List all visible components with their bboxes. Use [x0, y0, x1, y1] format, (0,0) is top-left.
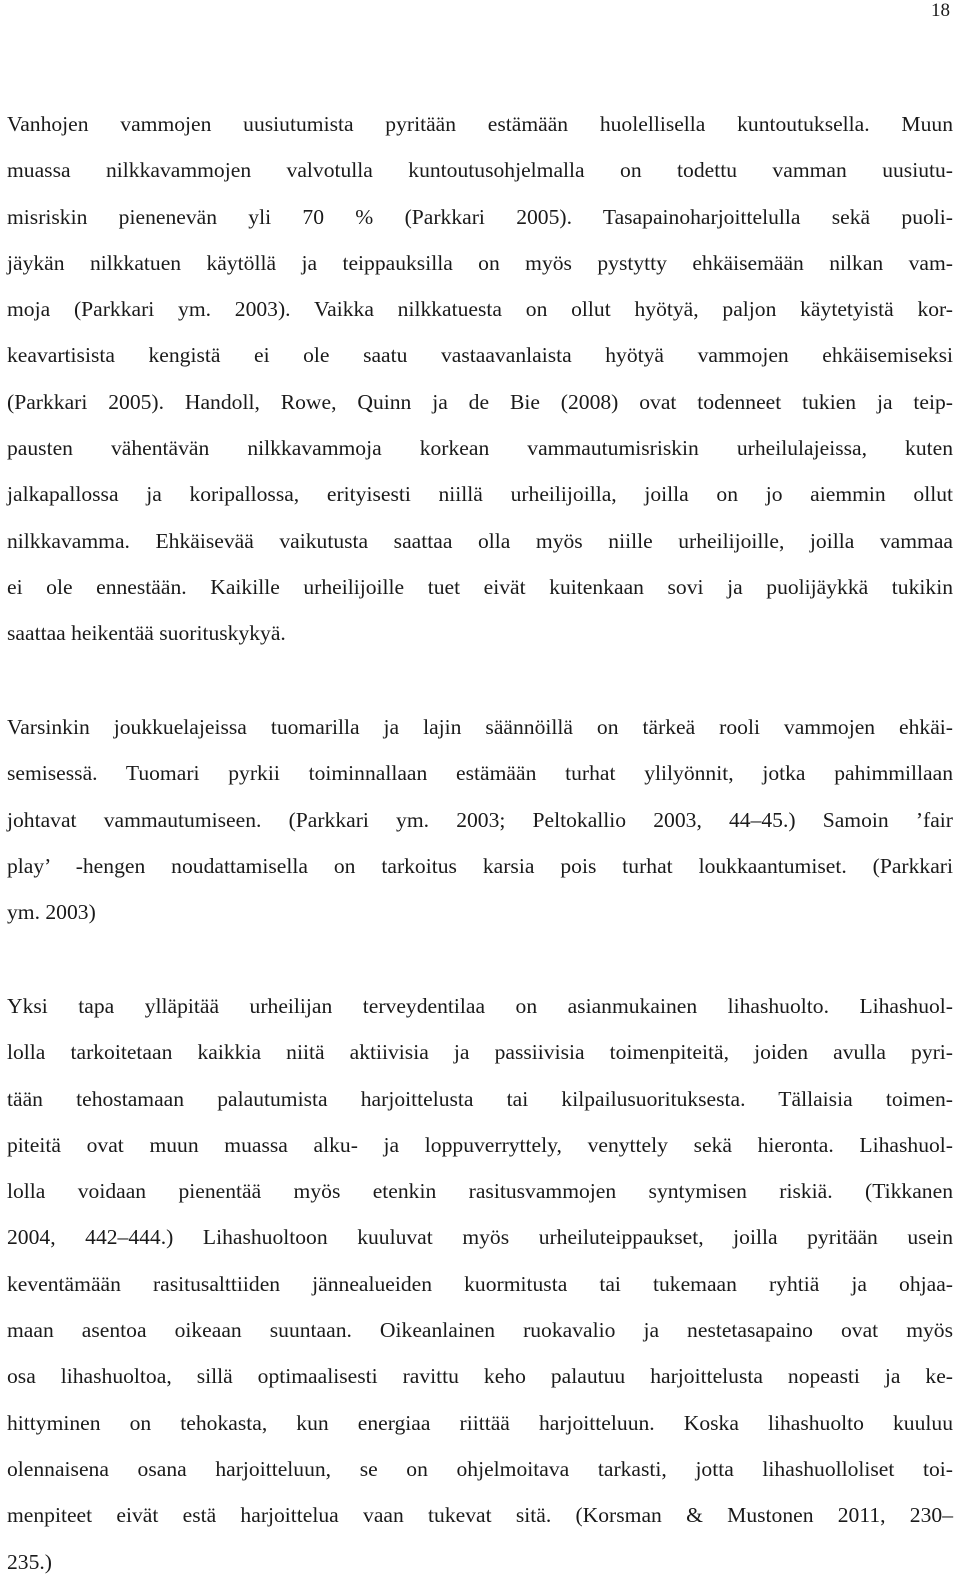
text-line: jalkapallossa ja koripallossa, erityisesti niillä urheilijoilla, joilla on jo aiemmin ollut: [7, 482, 953, 507]
text-line: keavartisista kengistä ei ole saatu vastaavanlaista hyötyä vammojen ehkäisemiseksi: [7, 343, 953, 368]
paragraph-referee-rules: [7, 704, 953, 935]
text-line: osa lihashuoltoa, sillä optimaalisesti ravittu keho palautuu harjoittelusta nopeasti ja ke-: [7, 1364, 953, 1389]
text-line: olennaisena osana harjoitteluun, se on ohjelmoitava tarkasti, jotta lihashuolloliset toi-: [7, 1456, 953, 1481]
paragraph-ankle-injury-prevention: [7, 101, 953, 657]
text-line: muassa nilkkavammojen valvotulla kuntoutusohjelmalla on todettu vamman uusiutu-: [7, 158, 953, 183]
text-line: play’ -hengen noudattamisella on tarkoitus karsia pois turhat loukkaantumiset. (Parkkari: [7, 853, 953, 878]
text-line: piteitä ovat muun muassa alku- ja loppuverryttely, venyttely sekä hieronta. Lihashuol-: [7, 1132, 953, 1157]
text-line: keventämään rasitusalttiiden jännealueiden kuormitusta tai tukemaan ryhtiä ja ohjaa-: [7, 1271, 953, 1296]
text-line: nilkkavamma. Ehkäisevää vaikutusta saattaa olla myös niille urheilijoille, joilla vammaa: [7, 528, 953, 553]
text-line: 2004, 442–444.) Lihashuoltoon kuuluvat myös urheiluteippaukset, joilla pyritään usein: [7, 1225, 953, 1250]
paragraph-muscle-care: [7, 983, 953, 1585]
text-line: 235.): [7, 1549, 52, 1574]
text-line: menpiteet eivät estä harjoittelua vaan tukevat sitä. (Korsman & Mustonen 2011, 230–: [7, 1503, 953, 1528]
text-line: misriskin pienenevän yli 70 % (Parkkari 2005). Tasapainoharjoittelulla sekä puoli-: [7, 204, 953, 229]
text-line: ei ole ennestään. Kaikille urheilijoille tuet eivät kuitenkaan sovi ja puolijäykkä tukikin: [7, 574, 953, 599]
text-line: Vanhojen vammojen uusiutumista pyritään estämään huolellisella kuntoutuksella. Muun: [7, 112, 953, 136]
text-line: johtavat vammautumiseen. (Parkkari ym. 2003; Peltokallio 2003, 44–45.) Samoin ’fair: [7, 807, 953, 832]
text-line: (Parkkari 2005). Handoll, Rowe, Quinn ja de Bie (2008) ovat todenneet tukien ja teip-: [7, 389, 953, 414]
text-line: semisessä. Tuomari pyrkii toiminnallaan estämään turhat ylilyönnit, jotka pahimmillaan: [7, 761, 953, 786]
text-line: jäykän nilkkatuen käytöllä ja teippauksilla on myös pystytty ehkäisemään nilkan vam-: [7, 250, 953, 275]
text-line: lolla voidaan pienentää myös etenkin rasitusvammojen syntymisen riskiä. (Tikkanen: [7, 1179, 953, 1204]
text-line: lolla tarkoitetaan kaikkia niitä aktiivisia ja passiivisia toimenpiteitä, joiden avulla pyri-: [7, 1040, 953, 1065]
text-line: Yksi tapa ylläpitää urheilijan terveydentilaa on asianmukainen lihashuolto. Lihashuol-: [7, 994, 953, 1018]
text-line: Varsinkin joukkuelajeissa tuomarilla ja lajin säännöillä on tärkeä rooli vammojen ehkäi-: [7, 715, 953, 739]
text-line: maan asentoa oikeaan suuntaan. Oikeanlainen ruokavalio ja nestetasapaino ovat myös: [7, 1318, 953, 1343]
text-line: tään tehostamaan palautumista harjoittelusta tai kilpailusuorituksesta. Tällaisia toimen-: [7, 1086, 953, 1111]
page-number: 18: [931, 0, 950, 21]
text-line: hittyminen on tehokasta, kun energiaa riittää harjoitteluun. Koska lihashuolto kuuluu: [7, 1410, 953, 1435]
text-line: moja (Parkkari ym. 2003). Vaikka nilkkatuesta on ollut hyötyä, paljon käytetyistä kor-: [7, 297, 953, 322]
text-line: pausten vähentävän nilkkavammoja korkean vammautumisriskin urheilulajeissa, kuten: [7, 436, 953, 461]
text-line: ym. 2003): [7, 900, 96, 925]
text-line: saattaa heikentää suorituskykyä.: [7, 621, 286, 646]
